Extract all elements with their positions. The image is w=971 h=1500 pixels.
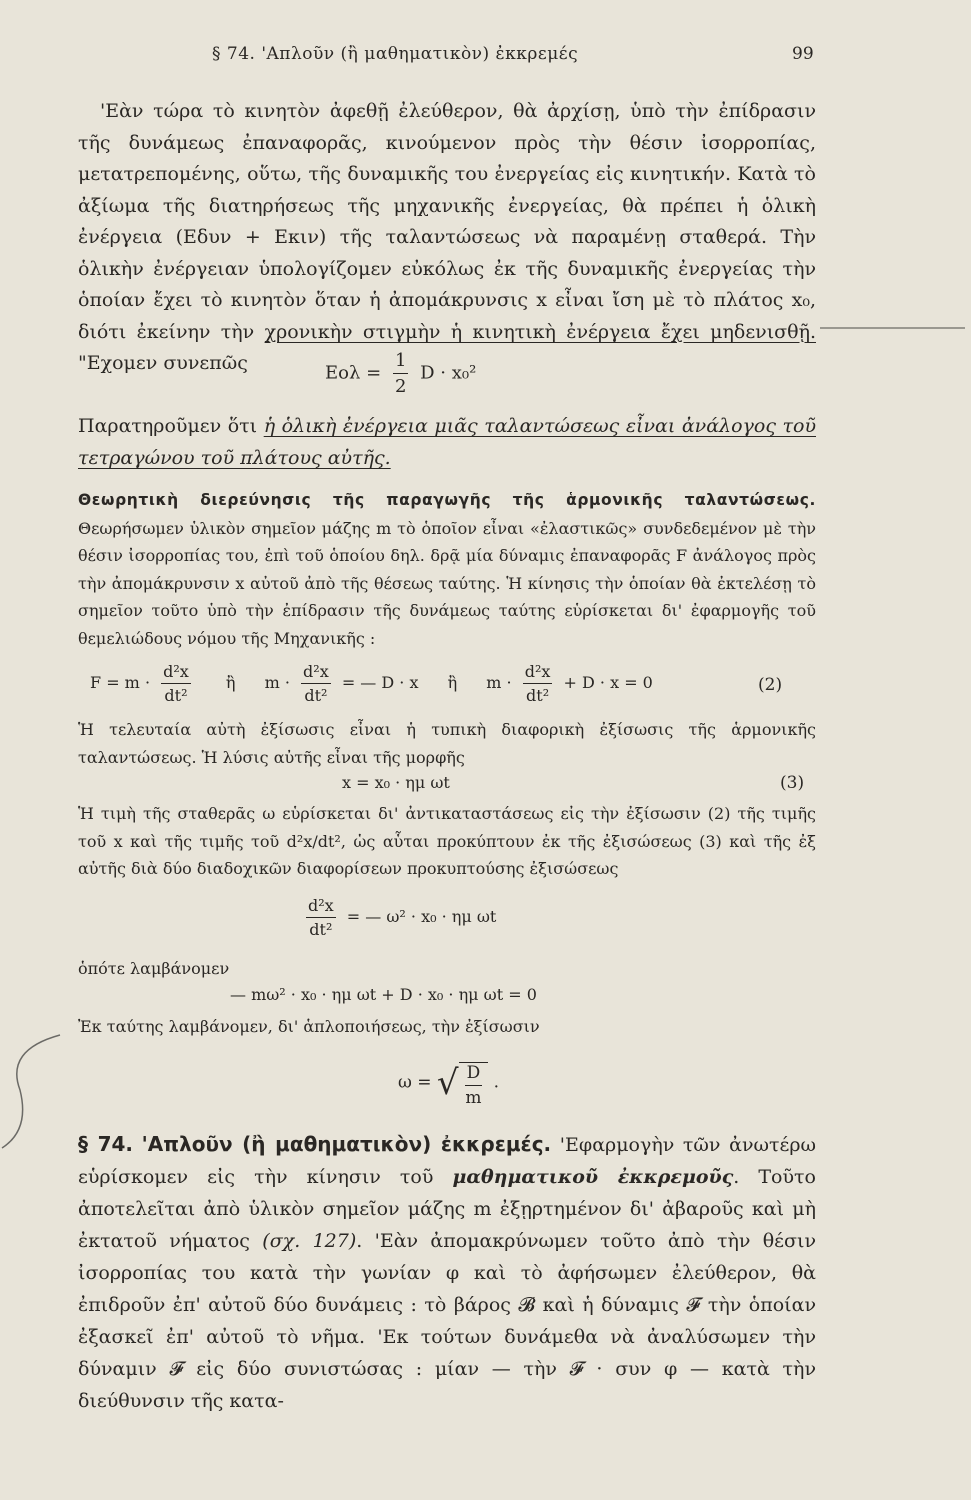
fraction-denominator: dt² <box>304 686 328 705</box>
theory-heading: Θεωρητικὴ διερεύνησις τῆς παραγωγῆς τῆς ἁρμονικῆς ταλαντώσεως. <box>78 491 816 509</box>
pencil-underline-mark <box>820 320 970 340</box>
equation-second-derivative <box>300 896 496 939</box>
paragraph-obtain: ὁπότε λαμβάνομεν <box>78 959 230 978</box>
eq-term: F = m · <box>90 673 151 692</box>
fraction-numerator: d²x <box>523 662 553 684</box>
section-title: 'Απλοῦν (ἢ μαθηματικὸν) ἐκκρεμές. <box>141 1132 552 1156</box>
section-number: § 74. <box>78 1132 133 1156</box>
paragraph-text: 'Εὰν τώρα τὸ κινητὸν ἀφεθῇ ἐλεύθερον, θὰ ἀρχίσῃ, ὑπὸ τὴν ἐπίδρασιν τῆς δυνάμεως ἐπαναφορᾶς, κινούμενον πρὸς τὴν θέσιν ἰσορροπίας, μετατρεπομένης, οὕτω, τῆς δυναμικῆς του ἐνεργείας εἰς κινητικήν. Κατὰ τὸ ἀξίωμα τῆς διατηρήσεως τῆς μηχανικῆς ἐνεργείας, θὰ πρέπει ἡ ὁλικὴ ἐνέργεια (Eδυν + Eκιν) τῆς ταλαντώσεως νὰ παραμένῃ σταθερά. Τὴν ὁλικὴν ἐνέργειαν ὑπολογίζομεν εὐκόλως ἐκ τῆς δυναμικῆς ἐνεργείας τὴν ὁποίαν ἔχει τὸ κινητὸν ὅταν ἡ ἀπομάκρυνσις x εἶναι ἴση μὲ τὸ πλάτος x₀, διότι ἐκείνην τὴν <box>78 100 816 343</box>
underlined-text: χρονικὴν στιγμὴν ἡ κινητικὴ ἐνέργεια ἔχει μηδενισθῇ. <box>264 320 816 343</box>
equation-3: x = x₀ · ημ ωt <box>342 773 450 792</box>
equation-omega <box>398 1058 499 1108</box>
fraction-numerator: d²x <box>161 662 191 684</box>
equation-number-3: (3) <box>780 773 805 793</box>
fraction-denominator: dt² <box>309 920 333 939</box>
eq-or: ἢ <box>447 673 458 692</box>
pencil-bracket-mark <box>0 1030 70 1150</box>
eq-lhs: ω = <box>398 1072 432 1093</box>
equation-substitution: — mω² · x₀ · ημ ωt + D · x₀ · ημ ωt = 0 <box>230 985 537 1004</box>
fraction-d-m <box>465 1063 483 1108</box>
eq-lhs: Eολ = <box>325 362 382 384</box>
fraction-denominator: dt² <box>526 686 550 705</box>
paragraph-text-end: "Εχομεν συνεπῶς <box>78 352 248 374</box>
section-simple-pendulum <box>78 1128 816 1417</box>
fraction-d2x-dt2 <box>301 662 331 705</box>
sqrt-body <box>459 1062 489 1108</box>
fraction-denominator: m <box>465 1088 482 1108</box>
sqrt-sign: √ <box>436 1063 459 1103</box>
eq-or: ἢ <box>225 673 236 692</box>
fraction-numerator: D <box>465 1063 483 1086</box>
theory-text: Θεωρήσωμεν ὑλικὸν σημεῖον μάζης m τὸ ὁποῖον εἶναι «ἐλαστικῶς» συνδεδεμένον μὲ τὴν θέσιν ἰσορροπίας του, ἐπὶ τοῦ ὁποίου δηλ. δρᾷ μία δύναμις ἐπαναφορᾶς F ἀνάλογος πρὸς τὴν ἀπομάκρυνσιν x αὐτοῦ ἀπὸ τῆς θέσεως ταύτης. Ἡ κίνησις τὴν ὁποίαν θὰ ἐκτελέσῃ τὸ σημεῖον τοῦτο ὑπὸ τὴν ἐπίδρασιν τῆς δυνάμεως ταύτης εὑρίσκεται δι' ἐφαρμογῆς τοῦ θεμελιώδους νόμου τῆς Μηχανικῆς : <box>78 518 816 648</box>
eq-rhs: = — ω² · x₀ · ημ ωt <box>346 907 497 926</box>
figure-reference: (σχ. 127) <box>262 1230 357 1252</box>
fraction-numerator: d²x <box>306 896 336 918</box>
eq-term: m · <box>486 673 512 692</box>
eq-term: m · <box>264 673 290 692</box>
running-head: § 74. 'Απλοῦν (ἢ μαθηματικὸν) ἐκκρεμές <box>212 44 579 64</box>
fraction-half <box>393 350 408 397</box>
term-mathematical-pendulum: μαθηματικοῦ ἐκκρεμοῦς <box>452 1166 734 1188</box>
page-number: 99 <box>792 44 814 64</box>
fraction-numerator: d²x <box>301 662 331 684</box>
paragraph-energy <box>78 96 816 380</box>
section-text: . 'Εὰν ἀπομακρύνωμεν τοῦτο ἀπὸ τὴν θέσιν ἰσορροπίας του κατὰ τὴν γωνίαν φ καὶ τὸ ἀφήσωμεν ἐλεύθερον, θὰ ἐπιδροῦν ἐπ' αὐτοῦ δύο δυνάμεις : τὸ βάρος 𝓑 καὶ ἡ δύναμις 𝓕 τὴν ὁποίαν ἐξασκεῖ ἐπ' αὐτοῦ τὸ νῆμα. 'Εκ τούτων δυνάμεθα νὰ ἀναλύσωμεν τὴν δύναμιν 𝓕 εἰς δύο συνιστώσας : μίαν — τὴν 𝓕 · συν φ — κατὰ τὴν διεύθυνσιν τῆς κατα- <box>78 1230 816 1412</box>
section-text: 'Εφαρμογὴν τῶν ἀνωτέρω εὑρίσκομεν εἰς τὴν κίνησιν τοῦ <box>78 1134 816 1188</box>
fraction-d2x-dt2 <box>306 896 336 939</box>
paragraph-simplify: Ἐκ ταύτης λαμβάνομεν, δι' ἁπλοποιήσεως, τὴν ἐξίσωσιν <box>78 1017 540 1036</box>
paragraph-omega: Ἡ τιμὴ τῆς σταθερᾶς ω εὑρίσκεται δι' ἀντικαταστάσεως εἰς τὴν ἐξίσωσιν (2) τῆς τιμῆς τοῦ x καὶ τῆς τιμῆς τοῦ d²x/dt², ὡς αὗται προκύπτουν ἐκ τῆς ἐξισώσεως (3) καὶ τῆς ἐξ αὐτῆς διὰ δύο διαδοχικῶν διαφορίσεων προκυπτούσης ἐξισώσεως <box>78 804 816 878</box>
equation-number-2: (2) <box>758 675 783 695</box>
fraction-d2x-dt2 <box>523 662 553 705</box>
fraction-denominator: dt² <box>164 686 188 705</box>
paragraph-observation <box>78 410 816 474</box>
equation-total-energy <box>325 350 476 397</box>
eq-rhs: D · x₀² <box>420 362 477 384</box>
fraction-numerator: 1 <box>393 350 408 374</box>
section-text: . Τοῦτο ἀποτελεῖται ἀπὸ ὑλικὸν σημεῖον μάζης m ἐξῃρτημένον δι' ἀβαροῦς καὶ μὴ ἐκτατοῦ νήματος <box>78 1166 816 1252</box>
equation-2 <box>90 662 653 705</box>
paragraph-theory <box>78 486 816 652</box>
eq-term: = — D · x <box>341 673 419 692</box>
paragraph-differential: Ἡ τελευταία αὐτὴ ἐξίσωσις εἶναι ἡ τυπικὴ διαφορικὴ ἐξίσωσις τῆς ἁρμονικῆς ταλαντώσεως. Ἡ λύσις αὐτῆς εἶναι τῆς μορφῆς <box>78 720 816 767</box>
eq-period: . <box>493 1072 500 1093</box>
statement-underlined: ἡ ὁλικὴ ἐνέργεια μιᾶς ταλαντώσεως εἶναι ἀνάλογος τοῦ τετραγώνου τοῦ πλάτους αὐτῆς. <box>78 415 816 469</box>
eq-term: + D · x = 0 <box>563 673 653 692</box>
paragraph-text: Παρατηροῦμεν ὅτι <box>78 415 258 437</box>
fraction-denominator: 2 <box>394 376 407 397</box>
fraction-d2x-dt2 <box>161 662 191 705</box>
